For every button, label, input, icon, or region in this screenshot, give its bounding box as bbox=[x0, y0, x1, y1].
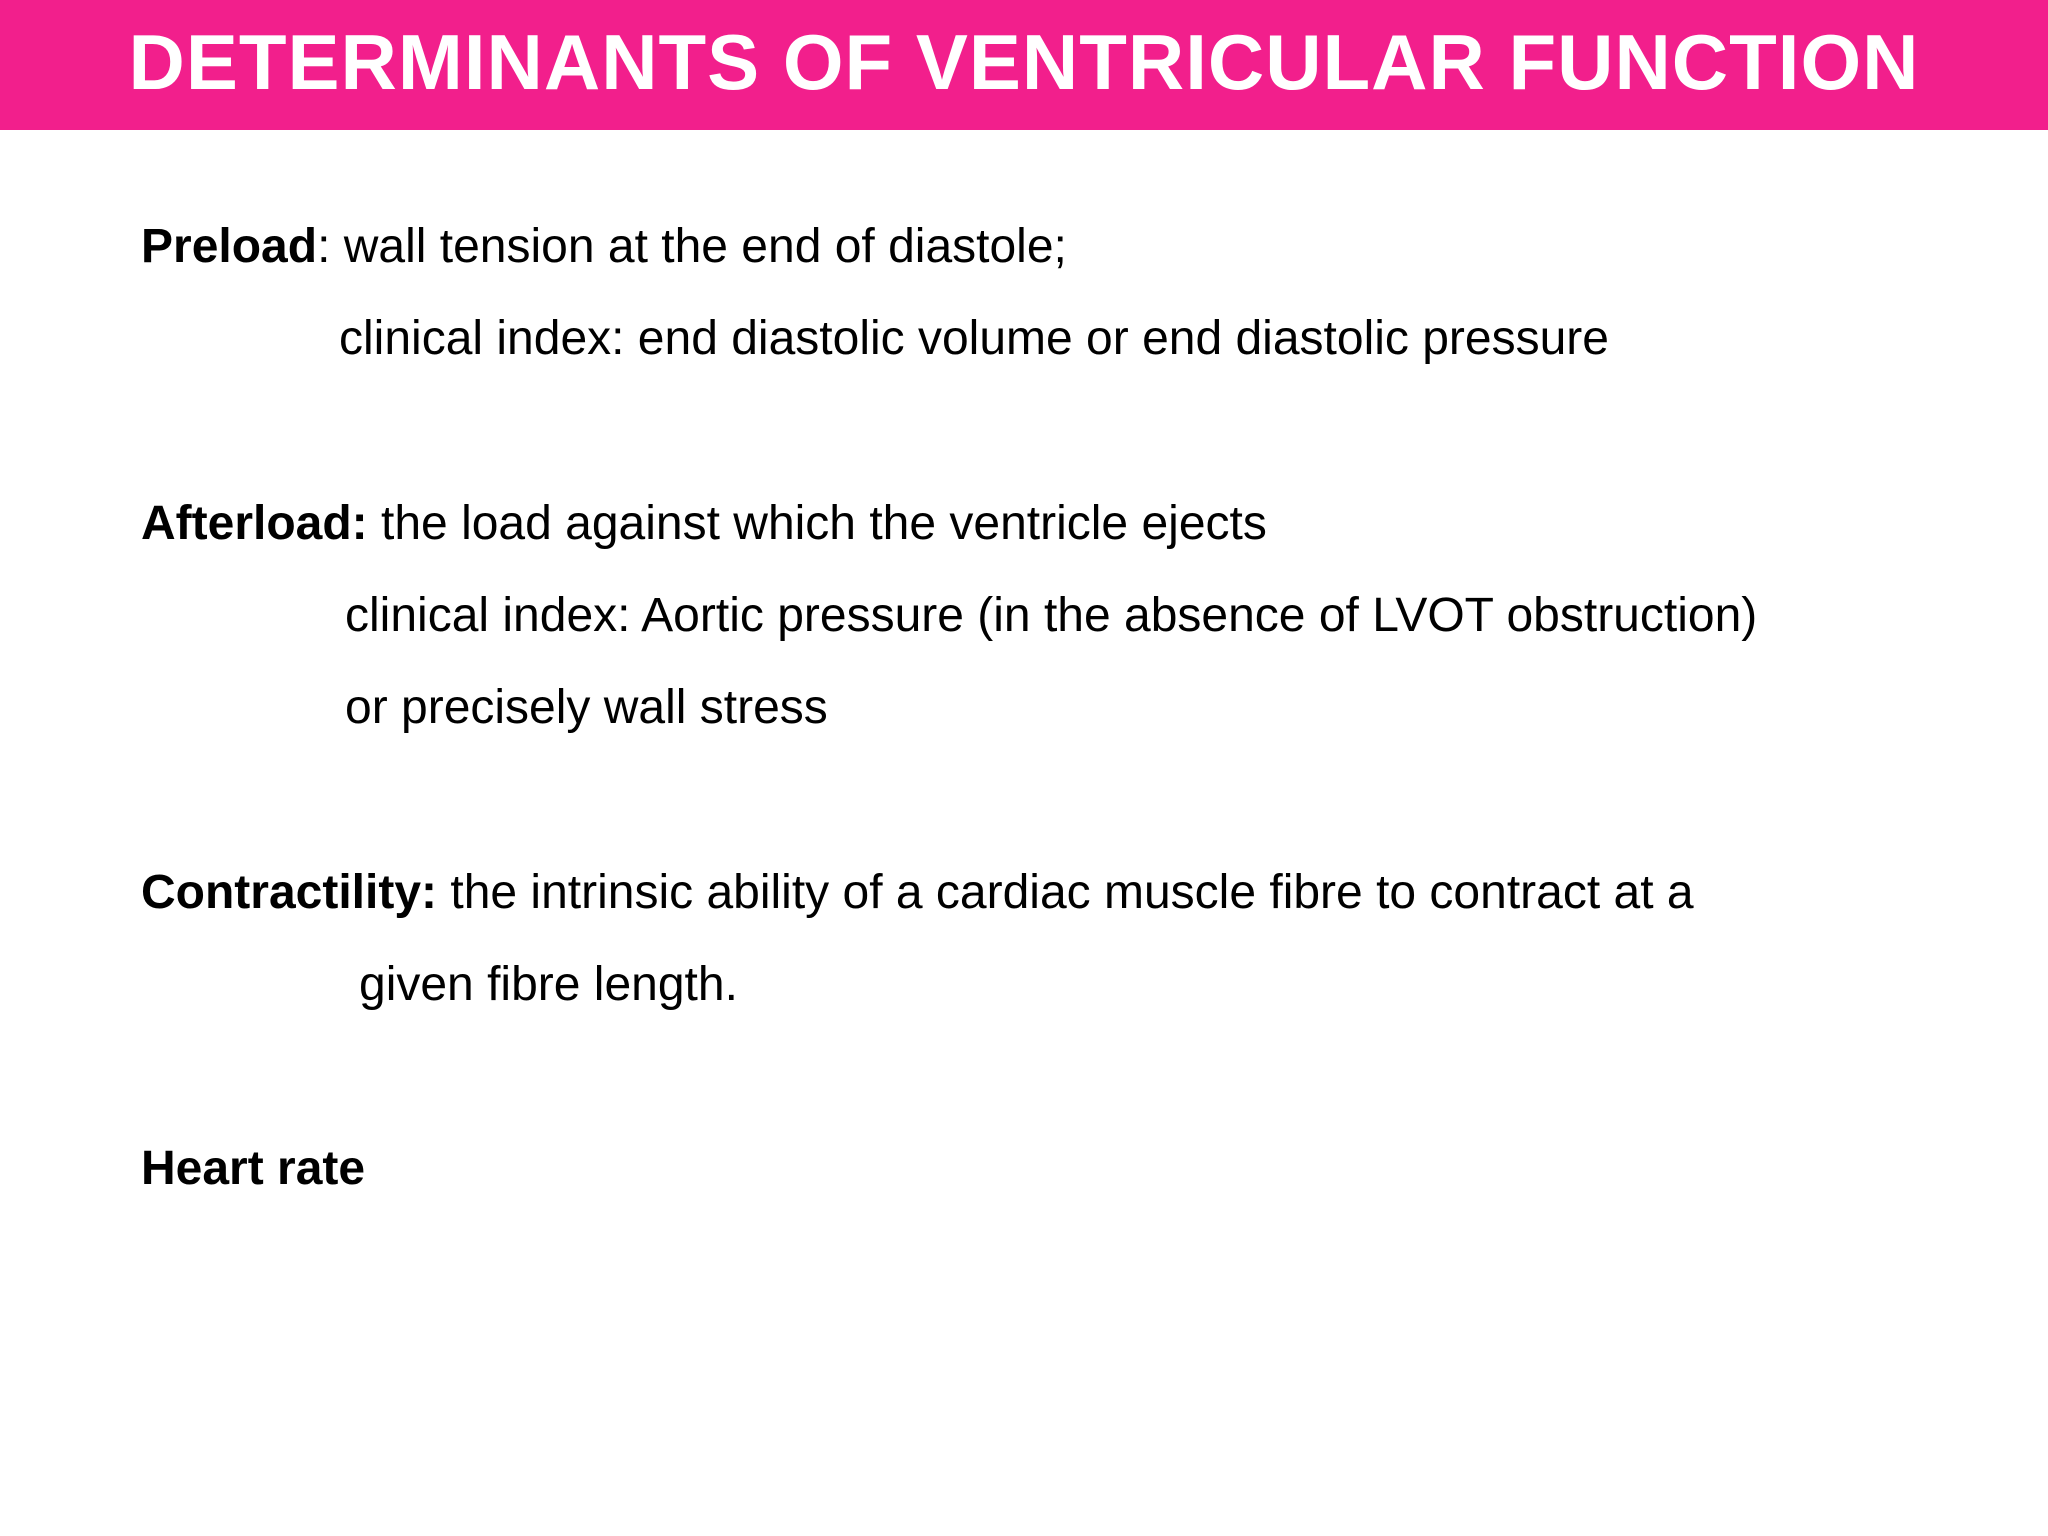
detail-afterload-clinical-index: clinical index: Aortic pressure (in the absence of LVOT obstruction) bbox=[345, 589, 1758, 642]
definition-afterload: the load against which the ventricle ejects bbox=[367, 497, 1267, 550]
definition-preload: : wall tension at the end of diastole; bbox=[317, 220, 1067, 273]
item-afterload bbox=[141, 496, 1267, 552]
item-contractility bbox=[141, 865, 1694, 921]
detail-preload-clinical-index: clinical index: end diastolic volume or end diastolic pressure bbox=[339, 312, 1609, 365]
term-contractility: Contractility: bbox=[141, 866, 438, 919]
item-preload bbox=[141, 219, 1067, 275]
term-preload: Preload bbox=[141, 220, 318, 273]
item-heart-rate bbox=[141, 1141, 365, 1197]
slide-title: DETERMINANTS OF VENTRICULAR FUNCTION bbox=[128, 18, 1920, 106]
term-afterload: Afterload: bbox=[141, 497, 368, 550]
detail-contractility-continued: given fibre length. bbox=[359, 958, 738, 1011]
term-heart-rate: Heart rate bbox=[141, 1142, 366, 1195]
detail-afterload-wall-stress: or precisely wall stress bbox=[345, 681, 828, 734]
definition-contractility: the intrinsic ability of a cardiac muscle fibre to contract at a bbox=[437, 866, 1694, 919]
